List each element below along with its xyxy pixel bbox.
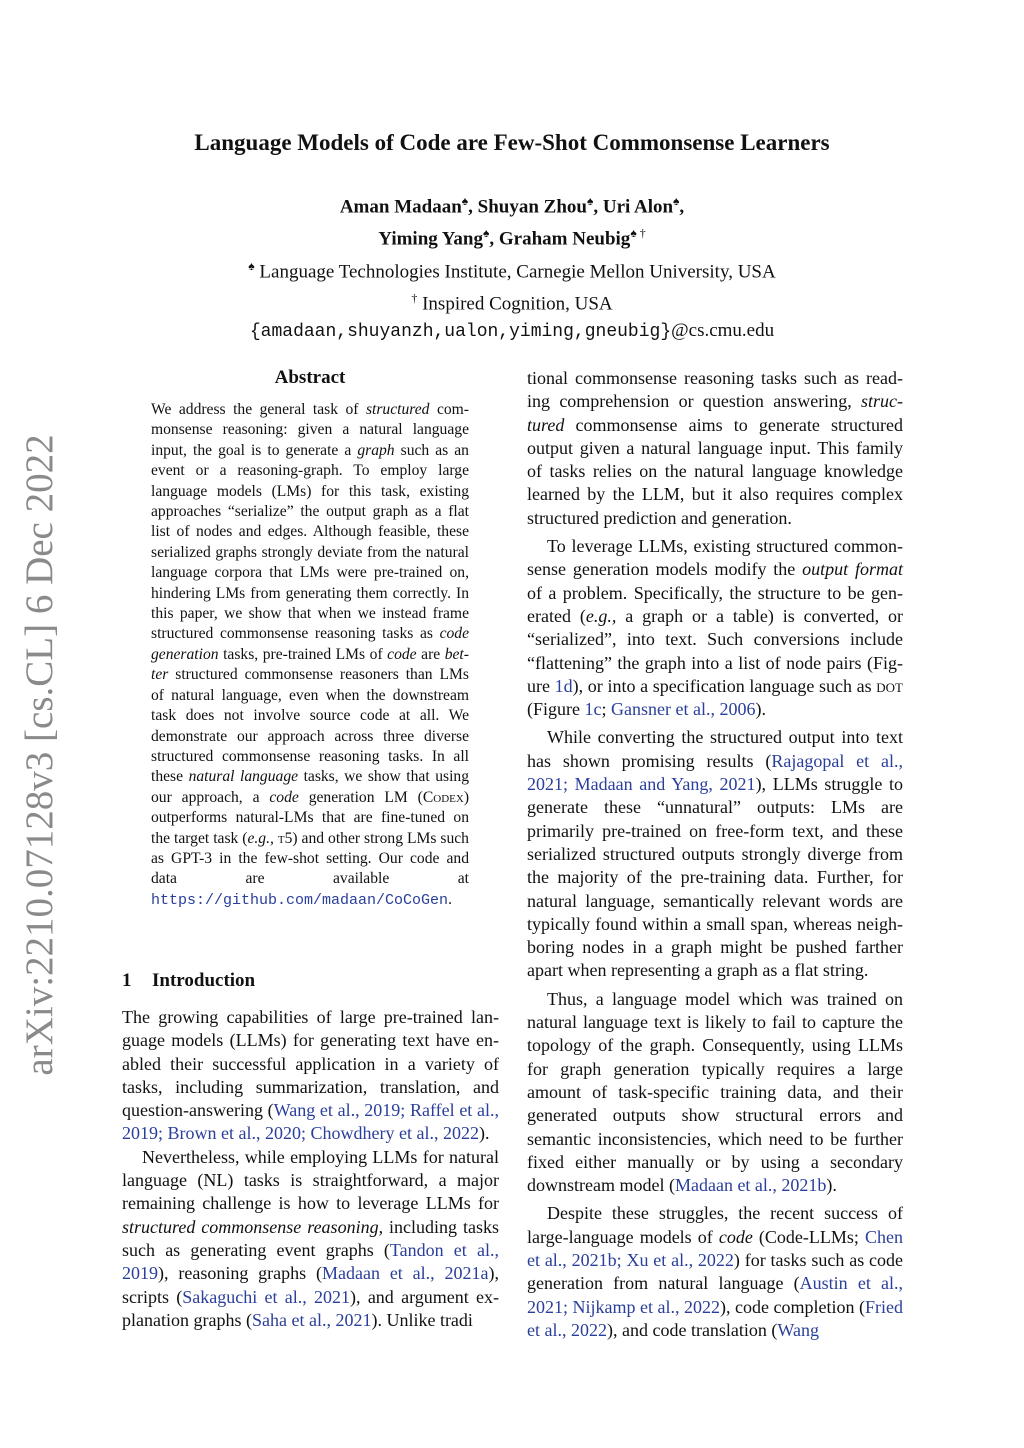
body-paragraph: Thus, a language model which was trained on natural language text is likely to fail to capture the topology of the graph. Consequently, using LLMs for graph generation typically requires a large amount of task-specific training data, and their generated outputs show structural errors and semantic inconsistencies, which need to be further fixed either manually or by using a secondary downstream model (Madaan et al., 2021b). xyxy=(527,988,903,1196)
email-users: {amadaan,shuyanzh,ualon,yiming,gneubig} xyxy=(249,322,672,343)
dagger-mark: † xyxy=(411,290,418,305)
italic-text: natural language xyxy=(188,768,299,786)
citation-link[interactable]: Gansner et al., 2006 xyxy=(611,699,756,720)
citation-link[interactable]: Sakaguchi et al., 2021 xyxy=(182,1286,351,1307)
citation-link[interactable]: 1d xyxy=(554,675,573,696)
italic-text: code xyxy=(387,645,417,663)
citation-link[interactable]: Fried et al., 2022 xyxy=(527,1296,903,1340)
citation-link[interactable]: Madaan et al., 2021a xyxy=(322,1263,489,1284)
abstract-text xyxy=(151,400,469,911)
citation-link[interactable]: Madaan et al., 2021b xyxy=(674,1175,827,1196)
left-column-body xyxy=(122,1006,499,1332)
small-caps-text: t5 xyxy=(277,829,293,847)
italic-text: code generation xyxy=(151,625,469,663)
citation-link[interactable]: Tandon et al., 2019 xyxy=(122,1239,499,1284)
citation-link[interactable]: Wang et al., 2019; Raffel et al., 2019; Brown et al., 2020; Chowdhery et al., 2022 xyxy=(122,1100,499,1144)
section-heading-introduction xyxy=(122,970,255,992)
author-line-2: Yiming Yang♠, Graham Neubig♠ † xyxy=(378,226,646,250)
citation-link[interactable]: Wang xyxy=(777,1319,819,1340)
body-paragraph: The growing capabilities of large pre-trained language models (LLMs) for generating text have enabled their successful application in a variety of tasks, including summarization, translation, and question-answering (Wang et al., 2019; Raffel et al., 2019; Brown et al., 2020; Chowdhery et al., 2022). xyxy=(122,1007,499,1144)
italic-text: better xyxy=(151,645,469,684)
citation-link[interactable]: 1c xyxy=(584,699,602,720)
author-name: Shuyan Zhou xyxy=(477,196,587,218)
author-name: Graham Neubig xyxy=(498,228,631,250)
right-column-body xyxy=(527,367,903,1342)
italic-text: structured commonsense reasoning xyxy=(122,1216,379,1237)
paper-title: Language Models of Code are Few-Shot Commonsense Learners xyxy=(194,130,830,155)
citation-link[interactable]: Chen et al., 2021b; Xu et al., 2022 xyxy=(527,1226,903,1270)
affiliation-cmu: ♠ Language Technologies Institute, Carnegie Mellon University, USA xyxy=(248,258,776,282)
body-paragraph: To leverage LLMs, existing structured commonsense generation models modify the output format of a problem. Specifically, the structure to be generated (e.g., a graph or a table) is converted, or “serialized”, into text. Such conversions include “flattening” the graph into a list of node pairs (Figure 1d), or into a specification language such as dot (Figure 1c; Gansner et al., 2006). xyxy=(527,536,903,720)
italic-text: e.g., xyxy=(247,829,274,847)
body-paragraph: Nevertheless, while employing LLMs for natural language (NL) tasks is straightforward, a major remaining challenge is how to leverage LLMs for structured commonsense reasoning, including tasks such as generating event graphs (Tandon et al., 2019), reasoning graphs (Madaan et al., 2021a), scripts (Sakaguchi et al., 2021), and argument explanation graphs (Saha et al., 2021). Unlike tradi xyxy=(122,1146,499,1330)
author-name: Yiming Yang xyxy=(378,228,483,250)
affiliation-inspired: † Inspired Cognition, USA xyxy=(411,290,613,315)
arxiv-stamp xyxy=(10,434,70,1076)
citation-link[interactable]: Austin et al., 2021; Nijkamp et al., 2022 xyxy=(527,1273,903,1317)
author-name: Aman Madaan xyxy=(339,196,462,218)
body-paragraph: Despite these struggles, the recent success of large-language models of code (Code-LLMs; Chen et al., 2021b; Xu et al., 2022) for tasks such as code generation from natural language (Austin et al., 2021; Nijkamp et al., 2022), code completion (Fried et al., 2022), and code translation (Wang xyxy=(527,1203,903,1340)
italic-text: code xyxy=(269,788,299,806)
small-caps-text: Codex xyxy=(422,788,464,806)
italic-text: graph xyxy=(357,441,395,459)
italic-text: e.g., xyxy=(585,605,617,626)
affiliation-mark: ♠ † xyxy=(630,226,646,241)
author-block xyxy=(0,188,1024,346)
small-caps-text: dot xyxy=(876,675,903,696)
affiliation-mark: ♠ xyxy=(586,194,594,208)
abstract-paragraph: We address the general task of structured commonsense reasoning: given a natural language input, the goal is to generate a graph such as an event or a reasoning-graph. To employ large language models (LMs) for this task, existing approaches “serialize” the output graph as a flat list of nodes and edges. Although feasible, these serialized graphs strongly deviate from the natural language corpora that LMs were pre-trained on, hindering LMs from generating them correctly. In this paper, we show that when we instead frame structured commonsense reasoning tasks as code generation tasks, pre-trained LMs of code are better structured commonsense reasoners than LMs of natural language, even when the downstream task does not involve source code at all. We demonstrate our approach across three diverse structured commonsense reasoning tasks. In all these natural language tasks, we show that using our approach, a code generation LM (Codex) outperforms natural-LMs that are fine-tuned on the target task (e.g., t5) and other strong LMs such as GPT-3 in the few-shot setting. Our code and data are available at https://github.com/madaan/​CoCoGen. xyxy=(151,401,470,909)
italic-text: structured xyxy=(527,391,903,435)
affiliation-mark: ♠ xyxy=(461,194,469,208)
arxiv-id: arXiv:2210.07128v3 [cs.CL] 6 Dec 2022 xyxy=(18,434,61,1076)
citation-link[interactable]: Saha et al., 2021 xyxy=(251,1309,372,1330)
email-domain: @cs.cmu.edu xyxy=(671,320,775,342)
section-title: Introduction xyxy=(152,970,256,991)
repository-link[interactable]: https://github.com/madaan/​CoCoGen xyxy=(151,891,449,909)
author-name: Uri Alon xyxy=(602,196,674,218)
section-number: 1 xyxy=(122,970,132,991)
affiliation-mark: ♠ xyxy=(673,194,680,208)
body-paragraph: While converting the structured output into text has shown promising results (Rajagopal et al., 2021; Madaan and Yang, 2021), LLMs struggle to generate these “unnatural” outputs: LMs are primarily pre-trained on free-form text, and these serialized structured outputs strongly diverge from the majority of the pre-training data. Further, for natural language, semantically relevant words are typically found within a small span, whereas neighboring nodes in a graph might be pushed farther apart when representing a graph as a flat string. xyxy=(527,727,903,981)
italic-text: output format xyxy=(802,559,903,580)
author-emails xyxy=(0,317,1024,346)
body-paragraph: tional commonsense reasoning tasks such as reading comprehension or question answering, structured commonsense aims to generate structured output given a natural language input. This family of tasks relies on the natural language knowledge learned by the LLM, but it also requires complex structured prediction and generation. xyxy=(527,368,903,528)
abstract-heading: Abstract xyxy=(274,367,346,388)
italic-text: code xyxy=(718,1226,753,1247)
citation-link[interactable]: Rajagopal et al., 2021; Madaan and Yang, 2021 xyxy=(527,750,903,795)
spade-mark: ♠ xyxy=(248,258,255,273)
affiliation-mark: ♠ xyxy=(483,226,490,241)
italic-text: structured xyxy=(365,401,430,418)
author-line-1: Aman Madaan♠, Shuyan Zhou♠, Uri Alon♠, xyxy=(339,194,685,218)
